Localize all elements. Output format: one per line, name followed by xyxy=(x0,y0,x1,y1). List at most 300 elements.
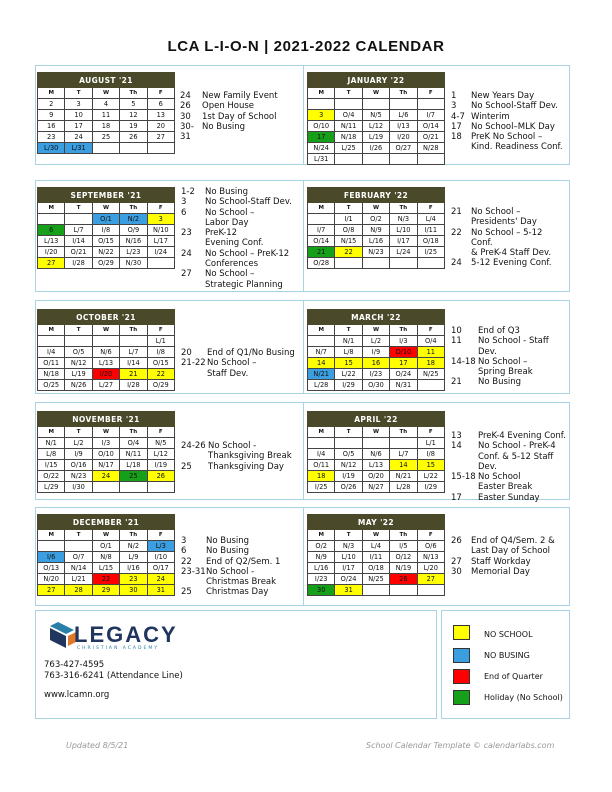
day-cell: 5 xyxy=(120,99,147,110)
weekday-header: Th xyxy=(390,530,417,541)
day-cell xyxy=(147,143,174,154)
day-cell: L/29 xyxy=(38,482,65,493)
day-cell: 24 xyxy=(65,132,92,143)
event-entry xyxy=(451,472,566,482)
day-cell: I/24 xyxy=(147,247,174,258)
day-cell: 26 xyxy=(120,132,147,143)
day-cell: 26 xyxy=(147,471,174,482)
day-cell: O/29 xyxy=(147,380,174,391)
day-cell: N/8 xyxy=(92,552,119,563)
day-cell xyxy=(147,258,174,269)
day-cell: 28 xyxy=(65,585,92,596)
day-cell: I/7 xyxy=(308,225,335,236)
event-date xyxy=(451,546,471,556)
week-row xyxy=(308,121,445,132)
day-cell xyxy=(65,336,92,347)
day-cell: O/4 xyxy=(335,110,362,121)
event-date xyxy=(451,142,471,152)
weekday-header: Th xyxy=(120,325,147,336)
day-cell: N/5 xyxy=(362,110,389,121)
week-row xyxy=(308,358,445,369)
weekday-header: W xyxy=(92,203,119,214)
day-cell: 26 xyxy=(390,574,417,585)
event-date xyxy=(451,217,471,227)
day-cell: 27 xyxy=(38,258,65,269)
day-cell: 3 xyxy=(147,214,174,225)
week-row xyxy=(308,369,445,380)
weekday-header: F xyxy=(417,88,444,99)
day-cell: I/9 xyxy=(65,449,92,460)
day-cell: N/23 xyxy=(362,247,389,258)
event-date xyxy=(181,238,205,248)
event-description: No Busing xyxy=(206,546,250,557)
event-description: No School xyxy=(478,472,521,483)
week-row xyxy=(308,347,445,358)
event-entry xyxy=(181,587,301,597)
week-row xyxy=(308,438,445,449)
month-title: MAY '22 xyxy=(308,515,445,530)
month-grid-march xyxy=(307,309,445,391)
day-cell: N/9 xyxy=(308,552,335,563)
week-row xyxy=(38,214,175,225)
day-cell: I/23 xyxy=(362,369,389,380)
event-date: 4-7 xyxy=(451,111,465,122)
day-cell xyxy=(362,438,389,449)
event-description: No School – xyxy=(478,356,528,367)
week-row xyxy=(308,449,445,460)
day-cell: N/23 xyxy=(65,471,92,482)
event-date xyxy=(451,248,471,258)
event-description: Presidents' Day xyxy=(471,217,537,228)
event-date: 23 xyxy=(181,228,192,239)
event-date: 10 xyxy=(451,326,462,336)
weekday-header: T xyxy=(335,88,362,99)
day-cell: N/30 xyxy=(120,258,147,269)
day-cell: N/10 xyxy=(147,225,174,236)
week-row xyxy=(308,214,445,225)
day-cell: L/13 xyxy=(362,460,389,471)
day-cell: N/22 xyxy=(92,247,119,258)
event-date: 24-26 xyxy=(181,441,206,451)
day-cell: O/14 xyxy=(308,236,335,247)
weekday-header: W xyxy=(362,427,389,438)
event-description: Open House xyxy=(202,101,255,112)
weekday-header: T xyxy=(65,203,92,214)
day-cell: I/28 xyxy=(120,380,147,391)
event-description: & PreK-4 Staff Dev. xyxy=(471,248,552,259)
day-cell xyxy=(417,258,444,269)
event-date: 17 xyxy=(451,121,462,132)
day-cell: I/4 xyxy=(38,347,65,358)
day-cell: 27 xyxy=(417,574,444,585)
week-row xyxy=(38,585,175,596)
week-row xyxy=(308,380,445,391)
day-cell: I/4 xyxy=(308,449,335,460)
event-description: New Years Day xyxy=(471,91,535,101)
legend-swatch-holiday xyxy=(453,690,470,705)
event-description: No Busing xyxy=(205,187,249,197)
month-grid-november xyxy=(37,411,175,493)
day-cell: O/13 xyxy=(38,563,65,574)
day-cell: N/21 xyxy=(390,471,417,482)
week-row xyxy=(38,236,175,247)
month-grid-august xyxy=(37,72,175,154)
footer-template-credit: School Calendar Template © calendarlabs.com xyxy=(366,741,555,750)
event-entry xyxy=(181,238,301,248)
day-cell xyxy=(335,99,362,110)
day-cell: O/8 xyxy=(335,225,362,236)
event-description: No School – xyxy=(471,207,521,217)
day-cell: O/10 xyxy=(390,347,417,358)
event-entry xyxy=(181,567,301,577)
event-date: 27 xyxy=(451,556,462,567)
day-cell: O/11 xyxy=(308,460,335,471)
event-description: End of Q1/No Busing xyxy=(207,348,295,358)
day-cell xyxy=(417,99,444,110)
day-cell: I/8 xyxy=(92,225,119,236)
day-cell: I/23 xyxy=(308,574,335,585)
weekday-header: F xyxy=(417,427,444,438)
weekday-header: F xyxy=(417,203,444,214)
day-cell: 23 xyxy=(38,132,65,143)
event-description: No School – xyxy=(207,358,257,369)
day-cell: I/29 xyxy=(417,482,444,493)
week-row xyxy=(38,460,175,471)
week-row xyxy=(38,471,175,482)
event-entry xyxy=(181,546,301,556)
day-cell: I/13 xyxy=(390,121,417,132)
week-row xyxy=(38,449,175,460)
weekday-header: Th xyxy=(390,88,417,99)
event-entry xyxy=(181,269,301,279)
day-cell: N/17 xyxy=(92,460,119,471)
day-cell: 25 xyxy=(120,471,147,482)
day-cell: O/24 xyxy=(335,574,362,585)
day-cell: I/17 xyxy=(335,563,362,574)
day-cell: I/25 xyxy=(308,482,335,493)
event-entry xyxy=(451,132,566,142)
day-cell: N/1 xyxy=(38,438,65,449)
day-cell: I/28 xyxy=(65,258,92,269)
day-cell: 16 xyxy=(362,358,389,369)
event-date: 6 xyxy=(181,207,187,218)
weekday-header: M xyxy=(38,203,65,214)
event-date: 24 xyxy=(180,91,191,101)
legend-label-holiday: Holiday (No School) xyxy=(484,693,563,702)
day-cell: L/31 xyxy=(65,143,92,154)
day-cell: N/27 xyxy=(362,482,389,493)
day-cell: O/10 xyxy=(308,121,335,132)
page-title: LCA L-I-O-N | 2021-2022 CALENDAR xyxy=(167,38,445,55)
events-april xyxy=(451,431,566,503)
event-entry xyxy=(181,462,301,472)
weekday-header: W xyxy=(92,427,119,438)
event-date: 21 xyxy=(451,207,462,217)
weekday-header: Th xyxy=(120,530,147,541)
event-description: PreK-4 Evening Conf. xyxy=(478,431,566,441)
day-cell: I/3 xyxy=(92,438,119,449)
event-description: No School – xyxy=(205,269,255,280)
weekday-header: W xyxy=(362,325,389,336)
day-cell xyxy=(120,143,147,154)
day-cell xyxy=(92,143,119,154)
website-link[interactable]: www.lcamn.org xyxy=(44,690,110,700)
day-cell xyxy=(38,336,65,347)
day-cell: N/26 xyxy=(65,380,92,391)
event-description: No School-Staff Dev. xyxy=(471,101,558,112)
weekday-header: W xyxy=(362,88,389,99)
day-cell xyxy=(38,541,65,552)
weekday-header: T xyxy=(65,427,92,438)
day-cell: 21 xyxy=(308,247,335,258)
weekday-header: T xyxy=(65,88,92,99)
day-cell: L/1 xyxy=(417,438,444,449)
day-cell: I/3 xyxy=(390,336,417,347)
day-cell xyxy=(390,258,417,269)
event-entry xyxy=(180,101,300,111)
week-row xyxy=(38,225,175,236)
event-entry xyxy=(451,441,566,451)
event-entry xyxy=(181,228,301,238)
weekday-header: W xyxy=(92,325,119,336)
day-cell: 17 xyxy=(65,121,92,132)
week-row xyxy=(308,154,445,165)
day-cell: O/10 xyxy=(92,449,119,460)
event-entry xyxy=(451,248,566,258)
day-cell: L/2 xyxy=(65,438,92,449)
event-entry xyxy=(451,336,566,357)
events-september xyxy=(181,187,301,290)
day-cell: N/14 xyxy=(65,563,92,574)
day-cell xyxy=(335,154,362,165)
week-row xyxy=(308,552,445,563)
event-entry xyxy=(181,441,301,451)
day-cell: O/2 xyxy=(362,214,389,225)
events-december xyxy=(181,536,301,598)
event-description: Staff Dev. xyxy=(207,368,249,379)
week-row xyxy=(38,358,175,369)
event-date xyxy=(181,218,205,228)
day-cell: L/6 xyxy=(390,110,417,121)
event-description: Strategic Planning xyxy=(205,279,283,290)
event-entry xyxy=(451,101,566,111)
event-description: No Busing xyxy=(206,536,250,546)
event-entry xyxy=(451,367,566,377)
day-cell: 30 xyxy=(120,585,147,596)
weekday-header: T xyxy=(335,530,362,541)
week-row xyxy=(308,247,445,258)
day-cell: O/1 xyxy=(92,541,119,552)
week-row xyxy=(38,121,175,132)
event-date: 22 xyxy=(181,556,192,567)
month-title: NOVEMBER '21 xyxy=(38,412,175,427)
day-cell: N/11 xyxy=(120,449,147,460)
event-date: 30 xyxy=(180,111,191,122)
week-row xyxy=(308,585,445,596)
day-cell: N/9 xyxy=(362,225,389,236)
day-cell: O/1 xyxy=(92,214,119,225)
event-description: 1st Day of School xyxy=(202,111,277,122)
event-date: 22 xyxy=(451,227,462,238)
day-cell: L/4 xyxy=(417,214,444,225)
week-row xyxy=(308,336,445,347)
event-date: 11 xyxy=(451,336,462,347)
weekday-header: T xyxy=(65,530,92,541)
event-date xyxy=(451,367,478,377)
event-entry xyxy=(451,112,566,122)
event-description: No School – PreK-12 xyxy=(205,248,290,259)
event-entry xyxy=(451,326,566,336)
day-cell: L/17 xyxy=(147,236,174,247)
day-cell: I/20 xyxy=(390,132,417,143)
day-cell: O/2 xyxy=(308,541,335,552)
day-cell: O/24 xyxy=(390,369,417,380)
day-cell: I/30 xyxy=(65,482,92,493)
week-row xyxy=(38,482,175,493)
event-entry xyxy=(451,142,566,152)
day-cell xyxy=(120,482,147,493)
event-entry xyxy=(451,431,566,441)
day-cell: N/3 xyxy=(390,214,417,225)
event-date: 27 xyxy=(181,269,192,280)
event-description: PreK-12 xyxy=(205,228,238,239)
day-cell: O/22 xyxy=(38,471,65,482)
event-date: 18 xyxy=(451,132,462,143)
day-cell: N/1 xyxy=(335,336,362,347)
day-cell: I/10 xyxy=(147,552,174,563)
legend-label-no-busing: NO BUSING xyxy=(484,651,530,660)
event-description: End of Q4/Sem. 2 & xyxy=(471,536,555,546)
week-row xyxy=(38,574,175,585)
day-cell: I/29 xyxy=(335,380,362,391)
event-date: 3 xyxy=(181,197,187,208)
day-cell: 24 xyxy=(92,471,119,482)
day-cell: N/18 xyxy=(38,369,65,380)
day-cell: L/22 xyxy=(335,369,362,380)
day-cell: 15 xyxy=(417,460,444,471)
day-cell: N/28 xyxy=(417,143,444,154)
day-cell: 31 xyxy=(147,585,174,596)
event-entry xyxy=(181,259,301,269)
day-cell: O/6 xyxy=(417,541,444,552)
week-row xyxy=(38,110,175,121)
day-cell: L/16 xyxy=(308,563,335,574)
weekday-header: M xyxy=(308,88,335,99)
day-cell xyxy=(147,482,174,493)
day-cell: 18 xyxy=(308,471,335,482)
month-title: JANUARY '22 xyxy=(308,73,445,88)
day-cell: L/27 xyxy=(92,380,119,391)
day-cell: I/8 xyxy=(417,449,444,460)
day-cell: O/28 xyxy=(308,258,335,269)
event-entry xyxy=(181,218,301,228)
day-cell: L/10 xyxy=(390,225,417,236)
event-description: New Family Event xyxy=(202,91,278,101)
event-date: 17 xyxy=(451,492,462,503)
day-cell: 19 xyxy=(120,121,147,132)
weekday-header: M xyxy=(308,325,335,336)
event-entry xyxy=(181,358,301,368)
day-cell: I/20 xyxy=(38,247,65,258)
event-description: Winterim xyxy=(471,111,510,122)
event-description: End of Q3 xyxy=(478,326,520,336)
weekday-header: M xyxy=(38,325,65,336)
day-cell: L/24 xyxy=(390,247,417,258)
day-cell: O/11 xyxy=(38,358,65,369)
week-row xyxy=(308,132,445,143)
day-cell: L/23 xyxy=(120,247,147,258)
day-cell: N/12 xyxy=(65,358,92,369)
event-description: End of Q2/Sem. 1 xyxy=(206,556,281,567)
day-cell: N/21 xyxy=(308,369,335,380)
events-august xyxy=(180,91,300,142)
month-title: AUGUST '21 xyxy=(38,73,175,88)
event-entry xyxy=(451,357,566,367)
event-date: 21-22 xyxy=(181,358,206,369)
weekday-header: Th xyxy=(390,325,417,336)
day-cell: L/25 xyxy=(335,143,362,154)
day-cell: N/6 xyxy=(362,449,389,460)
event-description: Evening Conf. xyxy=(205,238,264,249)
day-cell: N/25 xyxy=(417,369,444,380)
day-cell: 22 xyxy=(147,369,174,380)
events-january xyxy=(451,91,566,153)
day-cell: I/1 xyxy=(335,214,362,225)
event-description: Easter Sunday xyxy=(478,492,540,503)
event-entry xyxy=(451,258,566,268)
day-cell: 6 xyxy=(38,225,65,236)
day-cell xyxy=(417,380,444,391)
week-row xyxy=(38,347,175,358)
day-cell: N/25 xyxy=(362,574,389,585)
event-description: Christmas Day xyxy=(206,587,269,598)
weekday-header: M xyxy=(38,427,65,438)
event-entry xyxy=(451,207,566,217)
event-date xyxy=(181,259,205,269)
event-description: Thanksgiving Break xyxy=(208,451,292,462)
weekday-header: Th xyxy=(120,427,147,438)
weekday-header: F xyxy=(147,325,174,336)
week-row xyxy=(38,336,175,347)
day-cell: L/4 xyxy=(362,541,389,552)
day-cell xyxy=(335,438,362,449)
month-title: SEPTEMBER '21 xyxy=(38,188,175,203)
day-cell: I/14 xyxy=(65,236,92,247)
day-cell: O/15 xyxy=(92,236,119,247)
day-cell: I/7 xyxy=(417,110,444,121)
event-entry xyxy=(181,451,301,461)
event-entry xyxy=(451,567,566,577)
day-cell xyxy=(308,336,335,347)
day-cell xyxy=(362,154,389,165)
event-entry xyxy=(181,187,301,197)
day-cell: I/11 xyxy=(417,225,444,236)
day-cell: L/28 xyxy=(390,482,417,493)
day-cell: L/21 xyxy=(65,574,92,585)
week-row xyxy=(308,574,445,585)
day-cell: N/2 xyxy=(120,541,147,552)
day-cell: O/16 xyxy=(65,460,92,471)
day-cell: N/20 xyxy=(38,574,65,585)
weekday-header: W xyxy=(362,530,389,541)
day-cell xyxy=(65,214,92,225)
event-description: Christmas Break xyxy=(206,577,277,588)
day-cell: L/8 xyxy=(38,449,65,460)
weekday-header: M xyxy=(38,88,65,99)
day-cell: N/31 xyxy=(390,380,417,391)
event-date xyxy=(451,482,478,492)
event-description: No School - xyxy=(208,441,257,451)
